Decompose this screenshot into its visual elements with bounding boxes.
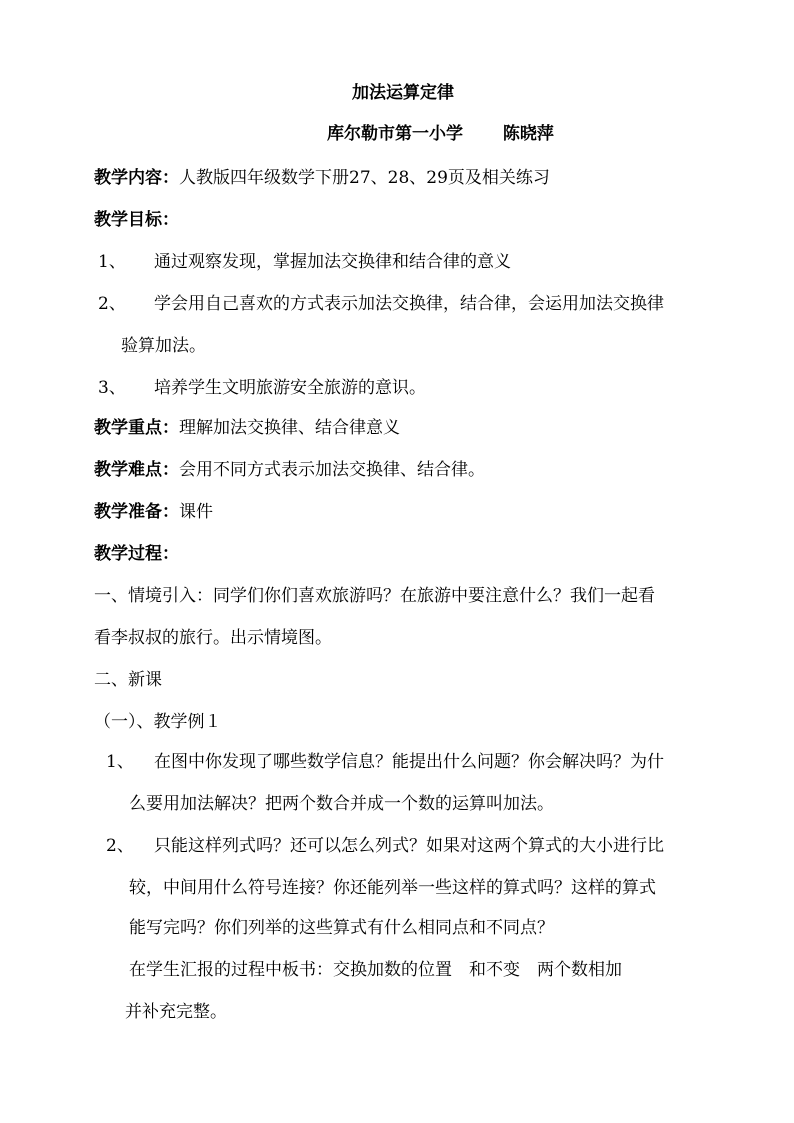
q1-text-1: 在图中你发现了哪些数学信息？能提出什么问题？你会解决吗？为什 bbox=[154, 752, 664, 772]
goal-num-2: 2、 bbox=[98, 294, 126, 314]
goal-text-1: 通过观察发现，掌握加法交换律和结合律的意义 bbox=[154, 252, 511, 272]
q1-num: 1、 bbox=[106, 752, 134, 772]
q2-text-1: 只能这样列式吗？还可以怎么列式？如果对这两个算式的大小进行比 bbox=[154, 836, 664, 856]
prep-text: 课件 bbox=[179, 502, 213, 522]
goal-item-3 bbox=[98, 377, 426, 399]
doc-title: 加法运算定律 bbox=[352, 83, 454, 103]
content-text: 人教版四年级数学下册27、28、29页及相关练习 bbox=[179, 168, 550, 188]
difficulty-text: 会用不同方式表示加法交换律、结合律。 bbox=[179, 460, 485, 480]
author-school: 库尔勒市第一小学 bbox=[327, 124, 463, 144]
intro-line-2: 看李叔叔的旅行。出示情境图。 bbox=[94, 628, 332, 648]
q2-num: 2、 bbox=[106, 836, 134, 856]
prep-label: 教学准备： bbox=[94, 502, 179, 522]
key-point-row bbox=[94, 417, 400, 439]
q2-line-1 bbox=[106, 835, 664, 857]
goal-item-2 bbox=[98, 293, 664, 315]
board-line-1: 在学生汇报的过程中板书：交换加数的位置 和不变 两个数相加 bbox=[129, 960, 622, 980]
difficulty-row bbox=[94, 459, 485, 481]
intro-line-1: 一、情境引入：同学们你们喜欢旅游吗？在旅游中要注意什么？我们一起看 bbox=[94, 586, 655, 606]
process-label: 教学过程： bbox=[94, 544, 179, 564]
prep-row bbox=[94, 501, 213, 523]
content-label: 教学内容： bbox=[94, 168, 179, 188]
goal-text-2: 学会用自己喜欢的方式表示加法交换律，结合律，会运用加法交换律 bbox=[154, 294, 664, 314]
goal-num-3: 3、 bbox=[98, 378, 126, 398]
author-line bbox=[327, 123, 554, 145]
board-line-2: 并补充完整。 bbox=[125, 1002, 227, 1022]
goal-num-1: 1、 bbox=[98, 252, 126, 272]
content-row bbox=[94, 167, 550, 189]
goal-item-1 bbox=[98, 251, 511, 273]
goals-label: 教学目标： bbox=[94, 210, 179, 230]
difficulty-label: 教学难点： bbox=[94, 460, 179, 480]
q1-line-1 bbox=[106, 751, 664, 773]
q1-line-2: 么要用加法解决？把两个数合并成一个数的运算叫加法。 bbox=[129, 794, 554, 814]
goal-text-2-cont: 验算加法。 bbox=[121, 336, 206, 356]
goal-text-3: 培养学生文明旅游安全旅游的意识。 bbox=[154, 378, 426, 398]
key-point-text: 理解加法交换律、结合律意义 bbox=[179, 418, 400, 438]
subsection-1-heading: （一）、教学例１ bbox=[94, 712, 222, 732]
section-2-heading: 二、新课 bbox=[94, 670, 162, 690]
author-name: 陈晓萍 bbox=[502, 124, 554, 144]
q2-line-2: 较，中间用什么符号连接？你还能列举一些这样的算式吗？这样的算式 bbox=[129, 878, 656, 898]
key-point-label: 教学重点： bbox=[94, 418, 179, 438]
q2-line-3: 能写完吗？你们列举的这些算式有什么相同点和不同点？ bbox=[129, 918, 554, 938]
